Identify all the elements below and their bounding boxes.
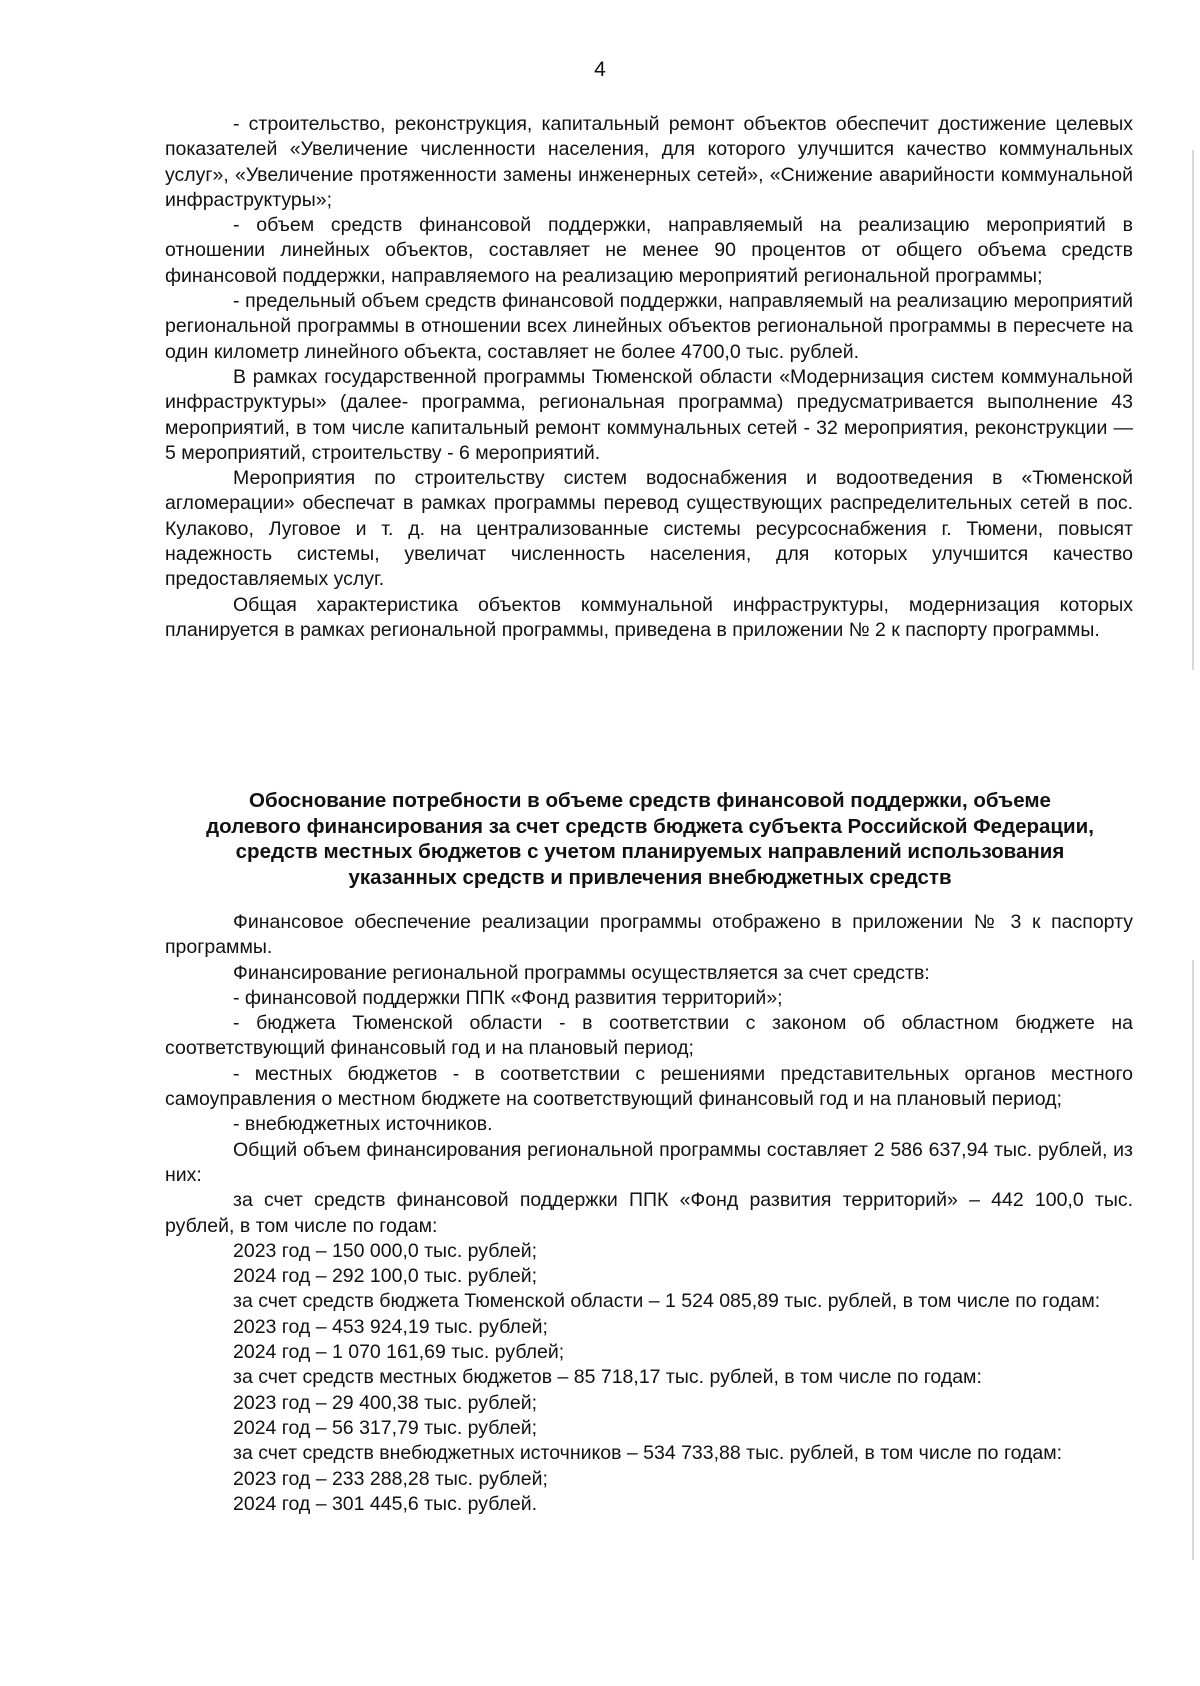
paragraph: Мероприятия по строительству систем водоснабжения и водоотведения в «Тюменской агломерации» обеспечат в рамках программы перевод существующих распределительных сетей в пос. Кулаково, Луговое и т. д. на централизованные системы ресурсоснабжения г. Тюмени, повысят надежность системы, увеличат численность населения, для которых улучшится качество предоставляемых услуг. xyxy=(165,467,1133,591)
scan-edge-mark xyxy=(1192,960,1194,1560)
paragraph: В рамках государственной программы Тюменской области «Модернизация систем коммунальной инфраструктуры» (далее- программа, региональная программа) предусматривается выполнение 43 мероприятий, в том числе капитальный ремонт коммунальных сетей - 32 мероприятия, реконструкции — 5 мероприятий, строительству - 6 мероприятий. xyxy=(165,365,1133,464)
heading-line: средств местных бюджетов с учетом планируемых направлений использования xyxy=(235,840,1065,863)
year-amount: 2024 год – 56 317,79 тыс. рублей; xyxy=(233,1416,538,1439)
paragraph: за счет средств бюджета Тюменской области – 1 524 085,89 тыс. рублей, в том числе по годам: xyxy=(233,1290,1101,1313)
year-amount: 2023 год – 233 288,28 тыс. рублей; xyxy=(233,1467,548,1490)
year-amount: 2023 год – 453 924,19 тыс. рублей; xyxy=(233,1315,548,1338)
paragraph: - строительство, реконструкция, капитальный ремонт объектов обеспечит достижение целевых показателей «Увеличение численности населения, для которого улучшится качество коммунальных услуг», «Увеличение протяженности замены инженерных сетей», «Снижение аварийности коммунальной инфраструктуры»; xyxy=(165,113,1133,211)
paragraph: - финансовой поддержки ППК «Фонд развития территорий»; xyxy=(233,986,783,1009)
paragraph: Общий объем финансирования региональной программы составляет 2 586 637,94 тыс. рублей, из них: xyxy=(165,1138,1133,1186)
year-amount: 2024 год – 292 100,0 тыс. рублей; xyxy=(233,1265,538,1288)
scan-edge-mark xyxy=(1192,150,1194,670)
paragraph: - бюджета Тюменской области - в соответствии с законом об областном бюджете на соответствующий финансовый год и на плановый период; xyxy=(165,1012,1133,1060)
year-amount: 2024 год – 1 070 161,69 тыс. рублей; xyxy=(233,1341,565,1364)
paragraph: - предельный объем средств финансовой поддержки, направляемый на реализацию мероприятий региональной программы в отношении всех линейных объектов региональной программы в пересчете на один километр линейного объекта, составляет не более 4700,0 тыс. рублей. xyxy=(165,290,1133,363)
section-heading xyxy=(150,788,1150,890)
year-amount: 2024 год – 301 445,6 тыс. рублей. xyxy=(233,1492,538,1515)
page-number: 4 xyxy=(594,58,606,81)
year-amount: 2023 год – 150 000,0 тыс. рублей; xyxy=(233,1239,538,1262)
paragraph: - внебюджетных источников. xyxy=(233,1113,493,1136)
intro-text-block xyxy=(165,112,1133,643)
paragraph: за счет средств внебюджетных источников – 534 733,88 тыс. рублей, в том числе по годам: xyxy=(233,1442,1063,1465)
paragraph: - объем средств финансовой поддержки, направляемый на реализацию мероприятий в отношении линейных объектов, составляет не менее 90 процентов от общего объема средств финансовой поддержки, направляемого на реализацию мероприятий региональной программы; xyxy=(165,214,1133,287)
heading-line: Обоснование потребности в объеме средств финансовой поддержки, объеме xyxy=(249,789,1051,812)
paragraph: Финансовое обеспечение реализации программы отображено в приложении № 3 к паспорту программы. xyxy=(165,911,1133,959)
heading-line: долевого финансирования за счет средств бюджета субъекта Российской Федерации, xyxy=(206,814,1094,838)
paragraph: Финансирование региональной программы осуществляется за счет средств: xyxy=(233,961,930,984)
paragraph: Общая характеристика объектов коммунальной инфраструктуры, модернизация которых планируется в рамках региональной программы, приведена в приложении № 2 к паспорту программы. xyxy=(165,593,1133,641)
paragraph: за счет средств финансовой поддержки ППК «Фонд развития территорий» – 442 100,0 тыс. рублей, в том числе по годам: xyxy=(165,1189,1133,1237)
year-amount: 2023 год – 29 400,38 тыс. рублей; xyxy=(233,1391,538,1414)
heading-line: указанных средств и привлечения внебюджетных средств xyxy=(348,865,952,889)
paragraph: за счет средств местных бюджетов – 85 718,17 тыс. рублей, в том числе по годам: xyxy=(233,1366,982,1389)
paragraph: - местных бюджетов - в соответствии с решениями представительных органов местного самоуправления о местном бюджете на соответствующий финансовый год и на плановый период; xyxy=(165,1062,1133,1111)
financing-text-block xyxy=(165,910,1133,1517)
